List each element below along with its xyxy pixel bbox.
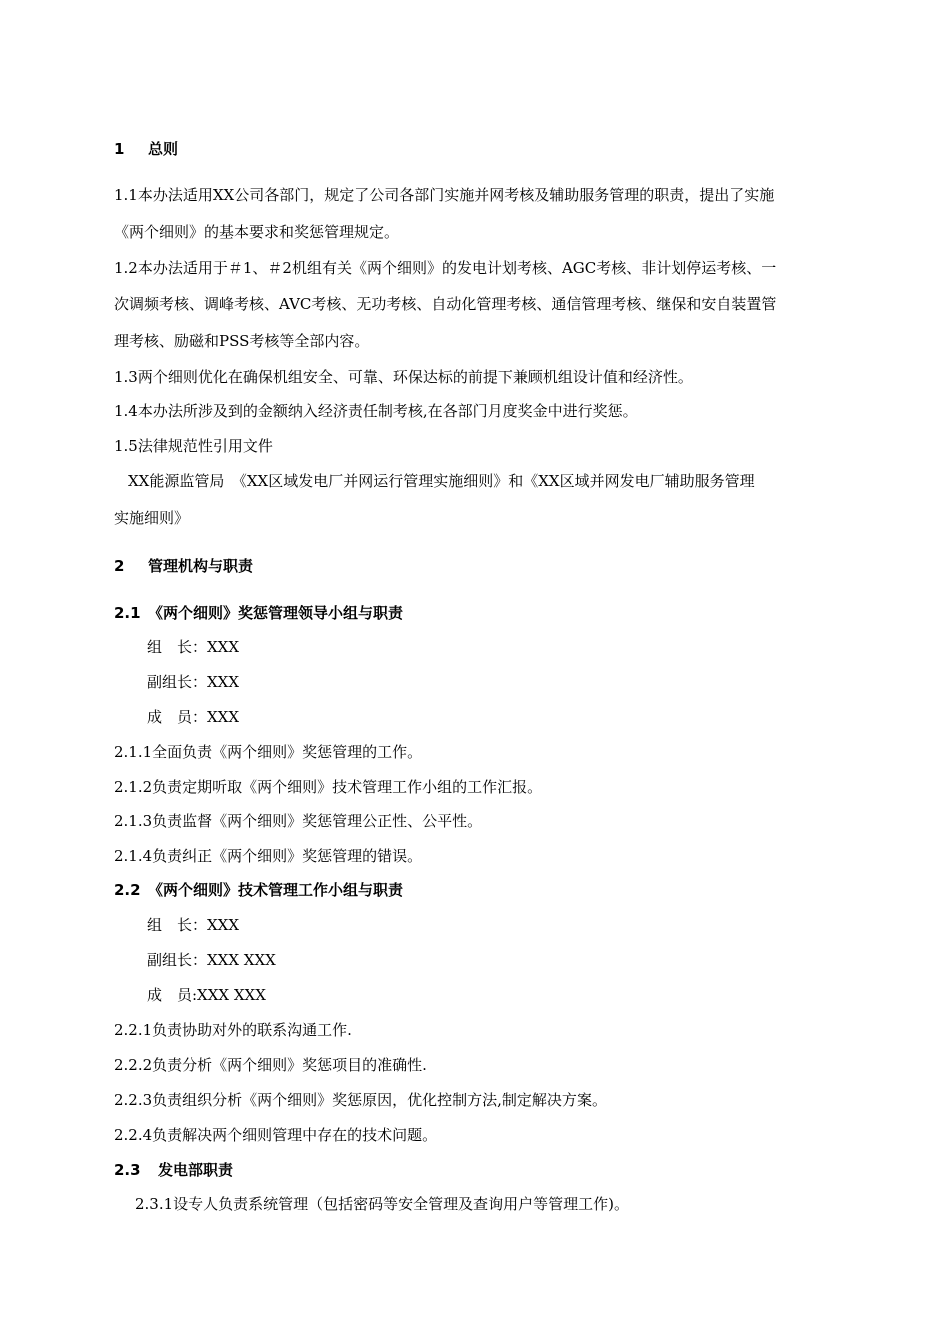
member-leader: 组 长：XXX [147, 916, 240, 934]
paragraph-2-1-1: 2.1.1全面负责《两个细则》奖惩管理的工作。 [114, 743, 423, 761]
paragraph-1-2-line-3: 理考核、励磁和PSS考核等全部内容。 [114, 332, 370, 350]
paragraph-2-2-2: 2.2.2负责分析《两个细则》奖惩项目的准确性. [114, 1056, 427, 1074]
paragraph-2-2-1: 2.2.1负责协助对外的联系沟通工作. [114, 1021, 352, 1039]
section-number: 1 [114, 140, 125, 158]
paragraph-2-2-4: 2.2.4负责解决两个细则管理中存在的技术问题。 [114, 1126, 438, 1144]
paragraph-1-2-line-1: 1.2本办法适用于＃1、＃2机组有关《两个细则》的发电计划考核、AGC考核、非计划停运考核、一 [114, 259, 777, 277]
section-2-3-heading [114, 1160, 233, 1180]
section-number: 2.3 [114, 1161, 141, 1179]
member-leader: 组 长：XXX [147, 638, 240, 656]
paragraph-2-1-2: 2.1.2负责定期听取《两个细则》技术管理工作小组的工作汇报。 [114, 778, 543, 796]
paragraph-1-3: 1.3两个细则优化在确保机组安全、可靠、环保达标的前提下兼顾机组设计值和经济性。 [114, 368, 693, 386]
paragraph-2-1-3: 2.1.3负责监督《两个细则》奖惩管理公正性、公平性。 [114, 812, 483, 830]
paragraph-1-4: 1.4本办法所涉及到的金额纳入经济责任制考核,在各部门月度奖金中进行奖惩。 [114, 402, 638, 420]
paragraph-2-1-4: 2.1.4负责纠正《两个细则》奖惩管理的错误。 [114, 847, 423, 865]
member-members: 成 员：XXX [147, 708, 240, 726]
section-title: 管理机构与职责 [148, 557, 254, 575]
paragraph-1-5-reference-line-1: XX能源监管局 《XX区域发电厂并网运行管理实施细则》和《XX区域并网发电厂辅助服务管理 [128, 472, 755, 490]
member-deputy-leader: 副组长：XXX XXX [147, 951, 276, 969]
section-2-heading [114, 556, 253, 576]
paragraph-1-2-line-2: 次调频考核、调峰考核、AVC考核、无功考核、自动化管理考核、通信管理考核、继保和安自装置管 [114, 295, 777, 313]
section-title: 《两个细则》技术管理工作小组与职责 [148, 881, 404, 899]
section-title: 《两个细则》奖惩管理领导小组与职责 [148, 604, 404, 622]
section-2-1-heading [114, 603, 403, 623]
section-1-heading [114, 139, 178, 159]
section-2-2-heading [114, 880, 403, 900]
paragraph-1-5: 1.5法律规范性引用文件 [114, 437, 273, 455]
paragraph-1-1-line-2: 《两个细则》的基本要求和奖惩管理规定。 [114, 223, 400, 241]
member-members: 成 员:XXX XXX [147, 986, 266, 1004]
member-deputy-leader: 副组长：XXX [147, 673, 240, 691]
paragraph-2-2-3: 2.2.3负责组织分析《两个细则》奖惩原因，优化控制方法,制定解决方案。 [114, 1091, 607, 1109]
paragraph-2-3-1: 2.3.1设专人负责系统管理（包括密码等安全管理及查询用户等管理工作)。 [135, 1195, 630, 1213]
section-title: 总则 [148, 140, 179, 158]
section-number: 2.2 [114, 881, 141, 899]
section-number: 2 [114, 557, 125, 575]
section-number: 2.1 [114, 604, 141, 622]
paragraph-1-5-reference-line-2: 实施细则》 [114, 509, 190, 527]
section-title: 发电部职责 [158, 1161, 234, 1179]
paragraph-1-1-line-1: 1.1本办法适用XX公司各部门，规定了公司各部门实施并网考核及辅助服务管理的职责，提出了实施 [114, 186, 775, 204]
